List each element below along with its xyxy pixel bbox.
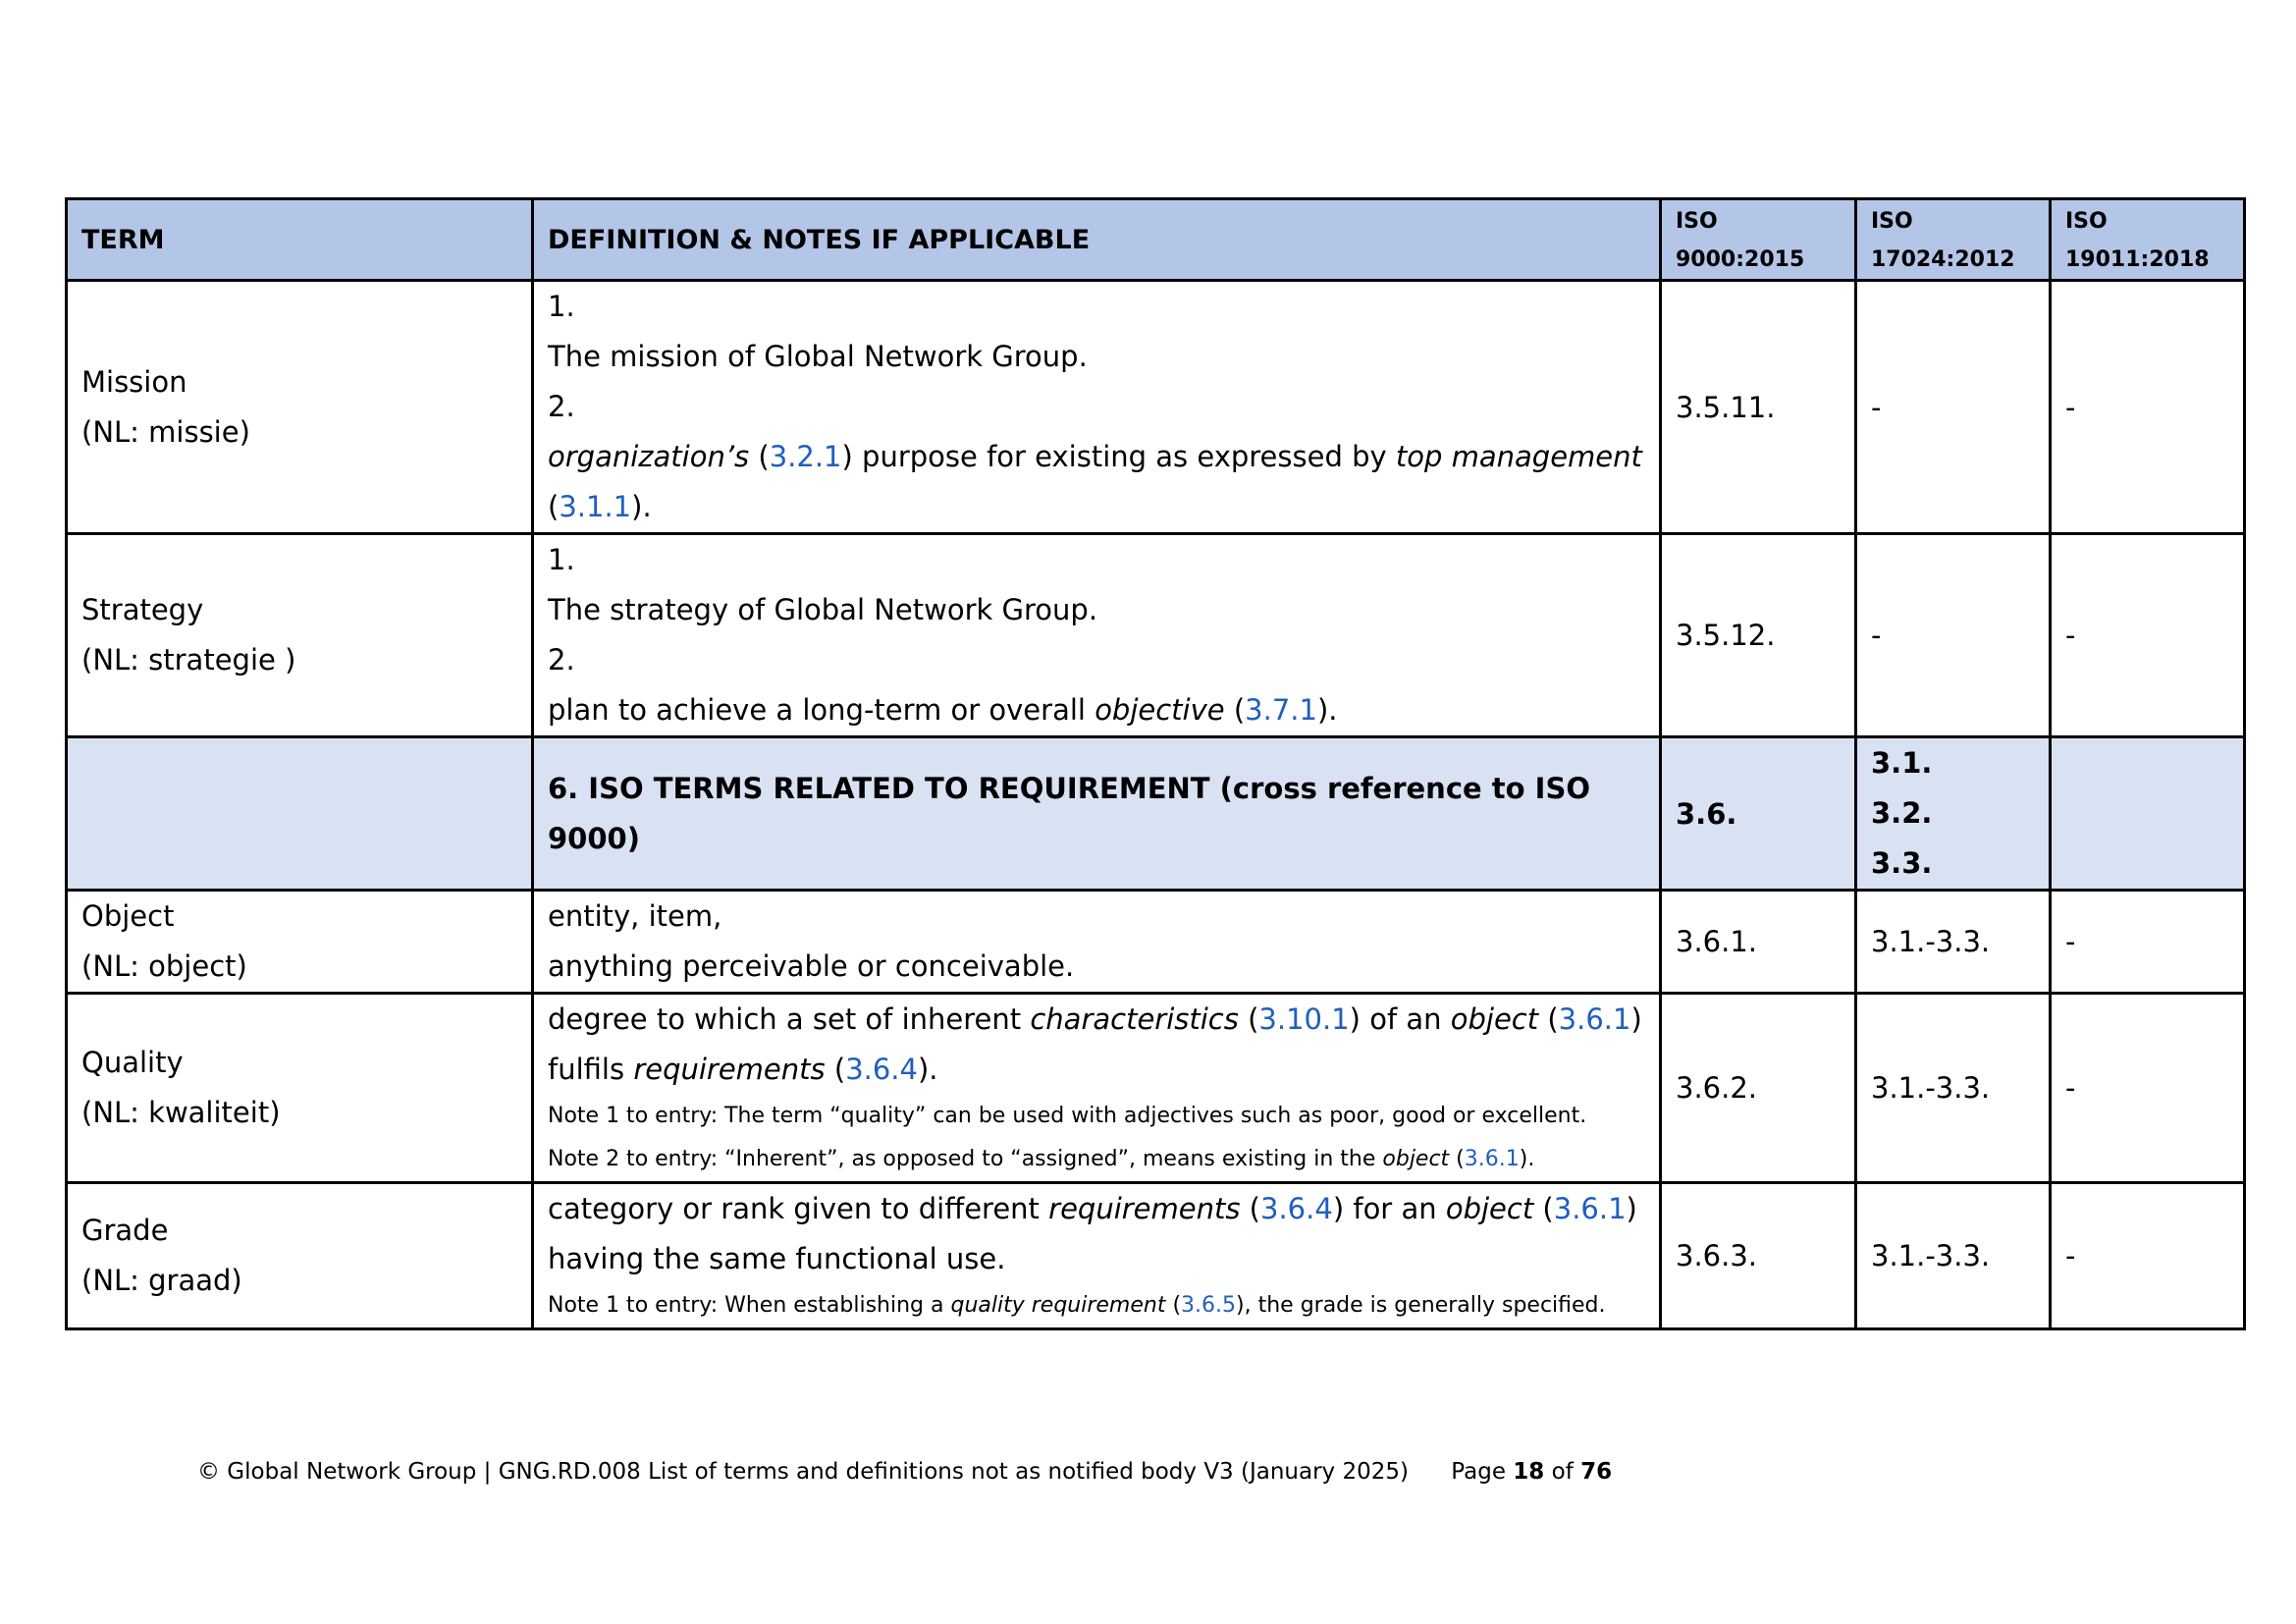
term-name: Object [81, 899, 175, 933]
iso19011-cell: - [2051, 281, 2245, 534]
note: Note 1 to entry: When establishing a quality requirement (3.6.5), the grade is generally specified. [548, 1293, 1606, 1318]
table-row [67, 994, 2245, 1183]
definition-cell: degree to which a set of inherent characteristics (3.10.1) of an object (3.6.1) fulfils requirements (3.6.4). Note 1 to entry: The term “quality” can be used with adjectives such as poor, good or excellent. Note 2 to entry: “Inherent”, as opposed to “assigned”, means existing in the object (3.6.1). [533, 994, 1661, 1183]
cross-reference-link[interactable]: 3.6.4 [845, 1053, 918, 1086]
table-row [67, 1183, 2245, 1329]
cross-reference-link[interactable]: 3.6.1 [1464, 1147, 1520, 1171]
iso9000-cell: 3.6.3. [1661, 1183, 1856, 1329]
iso19011-cell: - [2051, 994, 2245, 1183]
term-cell [67, 891, 533, 994]
iso19011-cell: - [2051, 534, 2245, 737]
section-title-cell: 6. ISO TERMS RELATED TO REQUIREMENT (cross reference to ISO 9000) [533, 737, 1661, 891]
definition-cell: 1. The strategy of Global Network Group. 2. plan to achieve a long-term or overall objective (3.7.1). [533, 534, 1661, 737]
iso19011-cell: - [2051, 891, 2245, 994]
iso17024-cell: 3.1.-3.3. [1856, 994, 2051, 1183]
note: Note 1 to entry: The term “quality” can be used with adjectives such as poor, good or excellent. [548, 1104, 1587, 1128]
cross-reference-link[interactable]: 3.6.1 [1553, 1192, 1627, 1225]
cross-reference-link[interactable]: 3.6.5 [1181, 1293, 1237, 1318]
term-nl: (NL: graad) [81, 1264, 242, 1297]
iso17024-cell: - [1856, 281, 2051, 534]
footer-text: © Global Network Group | GNG.RD.008 List of terms and definitions not as notified body V3 (January 2025) [197, 1459, 1409, 1485]
term-name: Grade [81, 1214, 169, 1247]
iso17024-cell: 3.1.-3.3. [1856, 1183, 2051, 1329]
cross-reference-link[interactable]: 3.2.1 [769, 440, 842, 473]
iso17024-cell: - [1856, 534, 2051, 737]
table-row [67, 891, 2245, 994]
note: Note 2 to entry: “Inherent”, as opposed to “assigned”, means existing in the object (3.6.1). [548, 1147, 1535, 1171]
iso17024-cell: 3.1. 3.2. 3.3. [1856, 737, 2051, 891]
iso9000-cell: 3.5.12. [1661, 534, 1856, 737]
terms-table [65, 197, 2246, 1330]
definition-cell: 1. The mission of Global Network Group. 2. organization’s (3.2.1) purpose for existing as expressed by top management (3.1.1). [533, 281, 1661, 534]
header-iso9000: ISO 9000:2015 [1661, 199, 1856, 281]
page-number: Page 18 of 76 [1451, 1459, 1613, 1485]
table-row [67, 534, 2245, 737]
cross-reference-link[interactable]: 3.6.4 [1260, 1192, 1333, 1225]
term-nl: (NL: missie) [81, 414, 250, 449]
term-cell [67, 1183, 533, 1329]
definition-cell: category or rank given to different requirements (3.6.4) for an object (3.6.1) having the same functional use. Note 1 to entry: When establishing a quality requirement (3.6.5), the grade is generally specified. [533, 1183, 1661, 1329]
term-cell [67, 534, 533, 737]
header-definition: DEFINITION & NOTES IF APPLICABLE [533, 199, 1661, 281]
header-iso17024: ISO 17024:2012 [1856, 199, 2051, 281]
term-cell [67, 281, 533, 534]
iso9000-cell: 3.6.2. [1661, 994, 1856, 1183]
term-name: Quality [81, 1046, 184, 1079]
cross-reference-link[interactable]: 3.10.1 [1258, 1002, 1350, 1036]
cross-reference-link[interactable]: 3.7.1 [1245, 693, 1317, 727]
header-term: TERM [67, 199, 533, 281]
term-name: Strategy [81, 593, 204, 626]
definition-cell: entity, item, anything perceivable or conceivable. [533, 891, 1661, 994]
table-header-row [67, 199, 2245, 281]
term-cell [67, 737, 533, 891]
page-footer [197, 1459, 1612, 1485]
term-nl: (NL: strategie ) [81, 643, 296, 677]
section-row [67, 737, 2245, 891]
iso19011-cell: - [2051, 1183, 2245, 1329]
term-cell [67, 994, 533, 1183]
cross-reference-link[interactable]: 3.6.1 [1558, 1002, 1631, 1036]
cross-reference-link[interactable]: 3.1.1 [559, 490, 632, 523]
table-row [67, 281, 2245, 534]
iso9000-cell: 3.6. [1661, 737, 1856, 891]
term-nl: (NL: object) [81, 949, 247, 983]
iso9000-cell: 3.6.1. [1661, 891, 1856, 994]
term-nl: (NL: kwaliteit) [81, 1096, 281, 1129]
term-name: Mission [81, 364, 187, 399]
iso17024-cell: 3.1.-3.3. [1856, 891, 2051, 994]
iso19011-cell [2051, 737, 2245, 891]
iso9000-cell: 3.5.11. [1661, 281, 1856, 534]
header-iso19011: ISO 19011:2018 [2051, 199, 2245, 281]
